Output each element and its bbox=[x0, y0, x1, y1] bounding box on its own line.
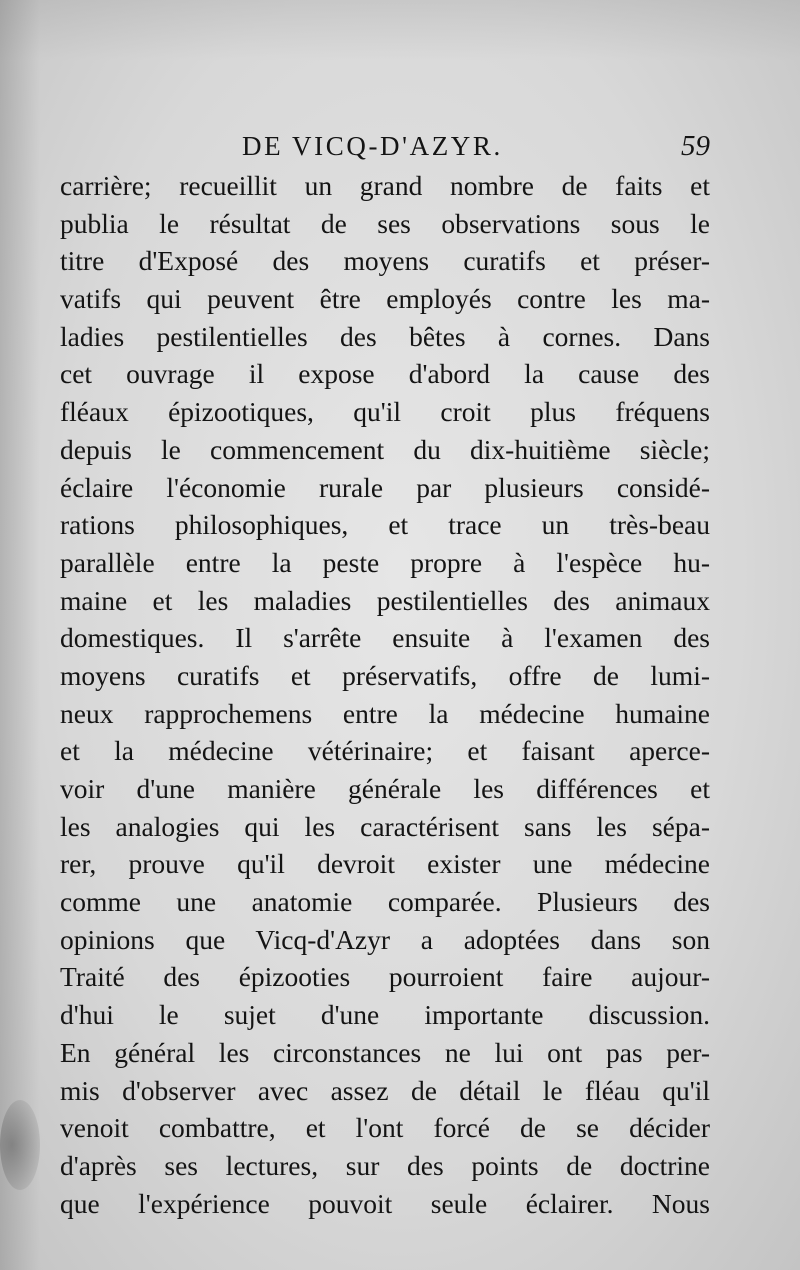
text-line: titre d'Exposé des moyens curatifs et préser- bbox=[60, 245, 710, 277]
page-gutter-shadow bbox=[0, 0, 40, 1270]
page-top-shadow bbox=[0, 0, 800, 60]
running-head bbox=[60, 128, 710, 164]
text-line: neux rapprochemens entre la médecine humaine bbox=[60, 697, 710, 729]
text-line: mis d'observer avec assez de détail le fléau qu'il bbox=[60, 1074, 710, 1106]
ink-blot-mark bbox=[0, 1100, 40, 1190]
text-line: publia le résultat de ses observations sous le bbox=[60, 207, 710, 239]
text-line: carrière; recueillit un grand nombre de faits et bbox=[60, 170, 710, 201]
text-line: rer, prouve qu'il devroit exister une médecine bbox=[60, 848, 710, 880]
text-line: opinions que Vicq-d'Azyr a adoptées dans son bbox=[60, 923, 710, 955]
text-line: que l'expérience pouvoit seule éclairer. Nous bbox=[60, 1187, 710, 1219]
text-line: les analogies qui les caractérisent sans les sépa- bbox=[60, 810, 710, 842]
text-line: d'hui le sujet d'une importante discussion. bbox=[60, 999, 710, 1031]
text-line: domestiques. Il s'arrête ensuite à l'examen des bbox=[60, 622, 710, 654]
text-line: En général les circonstances ne lui ont pas per- bbox=[60, 1036, 710, 1068]
text-line: Traité des épizooties pourroient faire aujour- bbox=[60, 961, 710, 993]
text-line: fléaux épizootiques, qu'il croit plus fréquens bbox=[60, 396, 710, 428]
text-line: moyens curatifs et préservatifs, offre de lumi- bbox=[60, 659, 710, 691]
text-line: cet ouvrage il expose d'abord la cause des bbox=[60, 358, 710, 390]
text-line: éclaire l'économie rurale par plusieurs considé- bbox=[60, 471, 710, 503]
body-text bbox=[60, 167, 710, 1222]
text-line: vatifs qui peuvent être employés contre les ma- bbox=[60, 283, 710, 315]
page-number: 59 bbox=[681, 130, 710, 162]
text-line: comme une anatomie comparée. Plusieurs des bbox=[60, 886, 710, 918]
text-line: venoit combattre, et l'ont forcé de se décider bbox=[60, 1112, 710, 1144]
text-line: parallèle entre la peste propre à l'espèce hu- bbox=[60, 546, 710, 578]
text-line: voir d'une manière générale les différences et bbox=[60, 773, 710, 804]
text-line: rations philosophiques, et trace un très-beau bbox=[60, 509, 710, 541]
text-line: ladies pestilentielles des bêtes à cornes. Dans bbox=[60, 320, 710, 352]
text-line: et la médecine vétérinaire; et faisant aperce- bbox=[60, 735, 710, 767]
text-line: maine et les maladies pestilentielles des animaux bbox=[60, 584, 710, 616]
text-line: d'après ses lectures, sur des points de doctrine bbox=[60, 1149, 710, 1181]
text-line: depuis le commencement du dix-huitième siècle; bbox=[60, 433, 710, 465]
running-title: DE VICQ-D'AZYR. bbox=[242, 131, 503, 161]
